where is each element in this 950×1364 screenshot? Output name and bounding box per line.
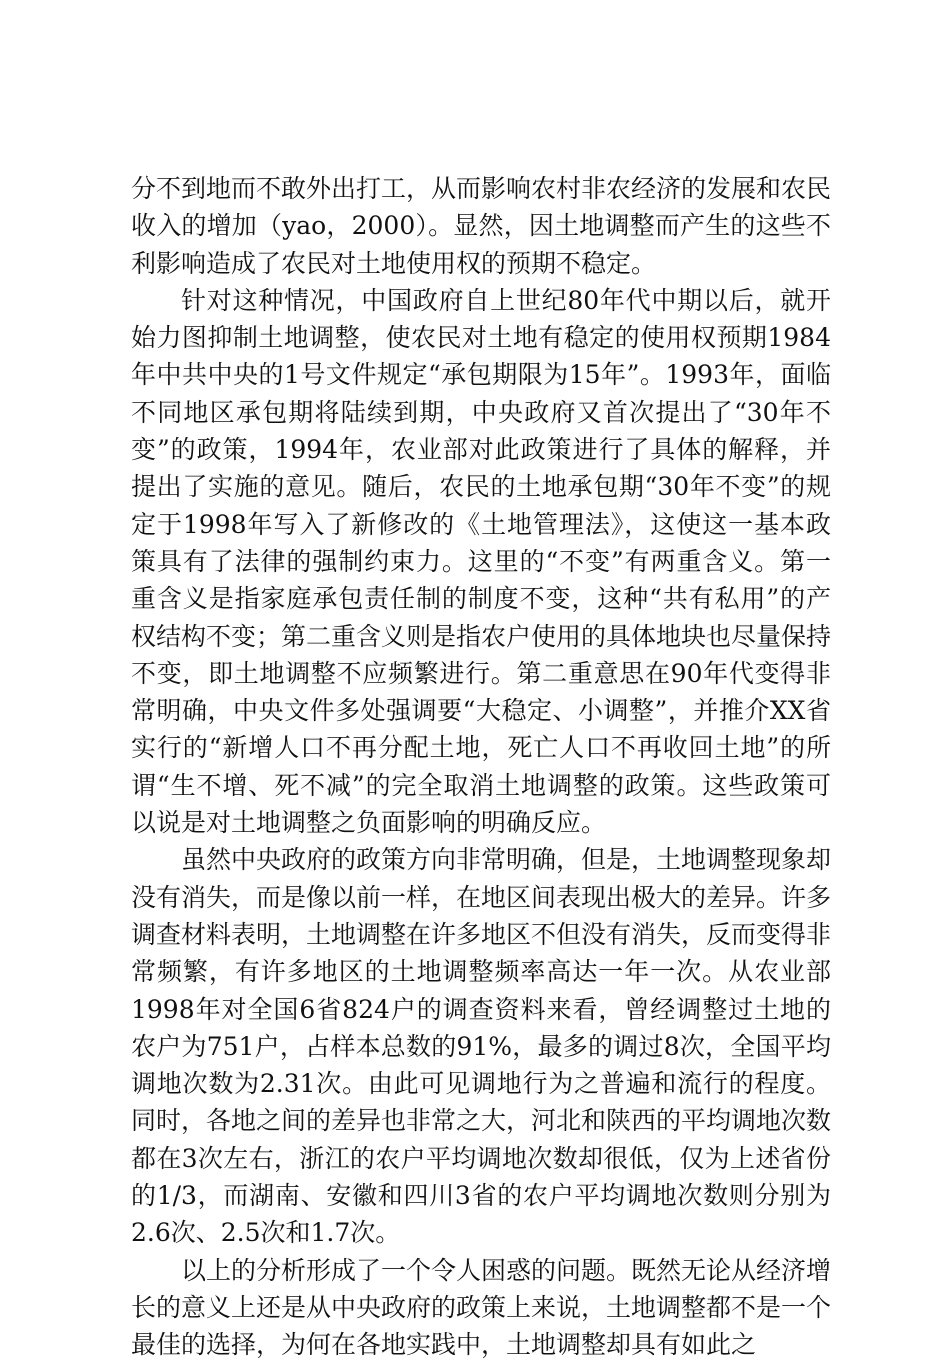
paragraph-1: 分不到地而不敢外出打工，从而影响农村非农经济的发展和农民收入的增加（yao，2000）。显然，因土地调整而产生的这些不利影响造成了农民对土地使用权的预期不稳定。 xyxy=(131,174,832,278)
paragraph-3: 虽然中央政府的政策方向非常明确，但是，土地调整现象却没有消失，而是像以前一样，在地区间表现出极大的差异。许多调查材料表明，土地调整在许多地区不但没有消失，反而变得非常频繁，有许多地区的土地调整频率高达一年一次。从农业部1998年对全国6省824户的调查资料来看，曾经调整过土地的农户为751户，占样本总数的91%，最多的调过8次，全国平均调地次数为2.31次。由此可见调地行为之普遍和流行的程度。同时，各地之间的差异也非常之大，河北和陕西的平均调地次数都在3次左右，浙江的农户平均调地次数却很低，仅为上述省份的1/3，而湖南、安徽和四川3省的农户平均调地次数则分别为2.6次、2.5次和1.7次。 xyxy=(131,845,832,1248)
paragraph-4: 以上的分析形成了一个令人困惑的问题。既然无论从经济增长的意义上还是从中央政府的政策上来说，土地调整都不是一个最佳的选择，为何在各地实践中，土地调整却具有如此之 xyxy=(131,1255,832,1360)
body-text xyxy=(131,170,831,1364)
paragraph-2: 针对这种情况，中国政府自上世纪80年代中期以后，就开始力图抑制土地调整，使农民对土地有稳定的使用权预期1984年中共中央的1号文件规定“承包期限为15年”。1993年，面临不同地区承包期将陆续到期，中央政府又首次提出了“30年不变”的政策，1994年，农业部对此政策进行了具体的解释，并提出了实施的意见。随后，农民的土地承包期“30年不变”的规定于1998年写入了新修改的《土地管理法》，这使这一基本政策具有了法律的强制约束力。这里的“不变”有两重含义。第一重含义是指家庭承包责任制的制度不变，这种“共有私用”的产权结构不变；第二重含义则是指农户使用的具体地块也尽量保持不变，即土地调整不应频繁进行。第二重意思在90年代变得非常明确，中央文件多处强调要“大稳定、小调整”，并推介XX省实行的“新增人口不再分配土地，死亡人口不再收回土地”的所谓“生不增、死不减”的完全取消土地调整的政策。这些政策可以说是对土地调整之负面影响的明确反应。 xyxy=(131,285,832,838)
